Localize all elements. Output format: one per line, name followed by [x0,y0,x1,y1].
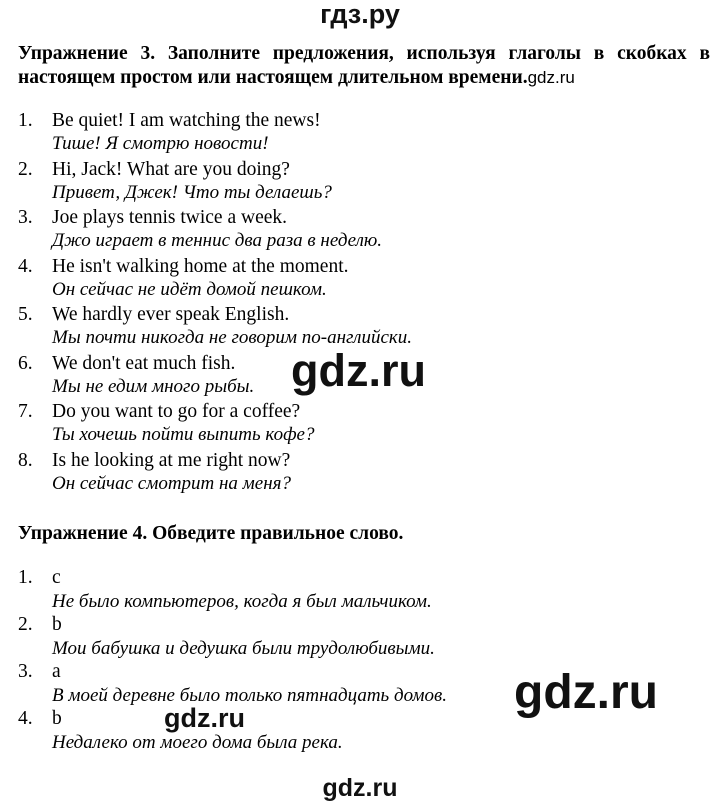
watermark-right: gdz.ru [514,666,658,719]
item-translation: Недалеко от моего дома была река. [52,732,343,753]
item-answer: Joe plays tennis twice a week. [52,207,288,228]
item-answer: Be quiet! I am watching the news! [52,110,321,131]
item-number: 8. [18,449,33,471]
item-answer: Is he looking at me right now? [52,449,291,471]
item-translation: Не было компьютеров, когда я был мальчиком. [52,591,432,612]
item-translation: Мы не едим много рыбы. [52,375,255,397]
item-translation: Привет, Джек! Что ты делаешь? [52,181,332,203]
item-answer: We don't eat much fish. [52,352,236,374]
exercise-4-heading: Упражнение 4. Обведите правильное слово. [18,523,404,544]
item-answer: a [52,661,61,682]
item-translation: В моей деревне было только пятнадцать домов. [52,685,447,706]
watermark-middle: gdz.ru [291,345,426,396]
item-answer: b [52,614,62,635]
item-number: 1. [18,567,33,588]
item-number: 4. [18,255,33,277]
item-number: 7. [18,401,33,422]
inline-watermark: gdz.ru [527,68,575,87]
item-number: 4. [18,708,33,729]
item-number: 2. [18,158,33,180]
item-answer: b [52,708,62,729]
item-answer: We hardly ever speak English. [52,304,290,325]
item-number: 5. [18,304,33,325]
item-translation: Джо играет в теннис два раза в неделю. [52,230,383,251]
item-translation: Тише! Я смотрю новости! [52,133,269,154]
item-answer: He isn't walking home at the moment. [52,255,349,277]
item-number: 3. [18,661,33,682]
item-number: 6. [18,352,33,374]
watermark-top: гдз.ру [320,0,400,29]
item-translation: Ты хочешь пойти выпить кофе? [52,424,315,445]
item-number: 1. [18,110,33,131]
exercise-3-heading [18,42,710,90]
item-translation: Мы почти никогда не говорим по-английски. [52,327,413,348]
item-translation: Мои бабушка и дедушка были трудолюбивыми. [52,638,435,659]
watermark-bottom: gdz.ru [322,774,398,802]
exercise-3-heading-text: Упражнение 3. Заполните предложения, используя глаголы в скобках в настоящем простом или настоящем длительном времени. [18,43,710,88]
item-translation: Он сейчас не идёт домой пешком. [52,278,327,300]
item-answer: Hi, Jack! What are you doing? [52,158,290,180]
item-translation: Он сейчас смотрит на меня? [52,472,292,494]
watermark-small: gdz.ru [164,703,245,733]
item-answer: c [52,567,61,588]
item-number: 3. [18,207,33,228]
item-answer: Do you want to go for a coffee? [52,401,301,422]
item-number: 2. [18,614,33,635]
